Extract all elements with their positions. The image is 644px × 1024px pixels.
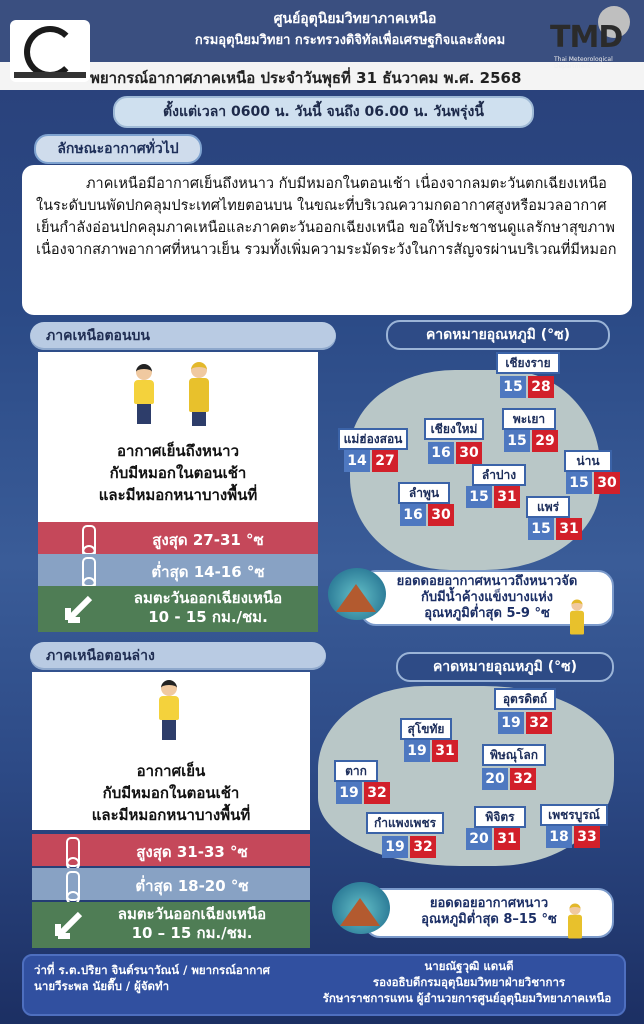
producer-credit: นายวีระพล นัยตื๊บ / ผู้จัดทำ bbox=[34, 979, 170, 993]
wind-direction-icon bbox=[58, 590, 98, 630]
lower-wind-line2: 10 – 15 กม./ชม. bbox=[131, 924, 253, 942]
winter-person-icon bbox=[567, 904, 582, 939]
winter-person-icon bbox=[569, 600, 584, 635]
thermometer-hot-icon bbox=[82, 525, 96, 555]
timeframe-text: ตั้งแต่เวลา 0600 น. วันนี้ จนถึง 06.00 น. วันพรุ่งนี้ bbox=[163, 104, 484, 120]
upper-map-header: คาดหมายอุณหภูมิ (°ซ) bbox=[386, 320, 610, 350]
mountain-icon bbox=[332, 882, 390, 934]
thermometer-cold-icon bbox=[66, 871, 80, 901]
thermometer-hot-icon bbox=[66, 837, 80, 867]
person-icon bbox=[158, 680, 180, 740]
upper-mountain-note: ยอดดอยอากาศหนาวถึงหนาวจัด กับมีน้ำค้างแข็งบางแห่ง อุณหภูมิต่ำสุด 5-9 °ซ bbox=[360, 570, 614, 626]
center-name: ศูนย์อุตุนิยมวิทยาภาคเหนือ bbox=[273, 11, 437, 27]
upper-desc-line1: อากาศเย็นถึงหนาว bbox=[116, 442, 240, 460]
upper-max-band bbox=[38, 522, 318, 554]
lower-max-text: สูงสุด 31-33 °ซ bbox=[136, 843, 248, 861]
tmd-logo: TMD Thai Meteorological Department bbox=[548, 6, 634, 68]
general-description bbox=[22, 165, 632, 315]
upper-desc-line2: กับมีหมอกในตอนเช้า bbox=[109, 464, 247, 482]
lower-map-header: คาดหมายอุณหภูมิ (°ซ) bbox=[396, 652, 614, 682]
timeframe-banner bbox=[113, 96, 534, 128]
upper-min-text: ต่ำสุด 14-16 °ซ bbox=[151, 563, 265, 581]
general-text: ภาคเหนือมีอากาศเย็นถึงหนาว กับมีหมอกในตอนเช้า เนื่องจากลมตะวันตกเฉียงเหนือในระดับบนพัดปกคลุมประเทศไทยตอนบน ในขณะที่บริเวณความกดอากาศสูงหรือมวลอากาศเย็นกำลังอ่อนปกคลุมภาคเหนือและภาคตะวันออกเฉียงเหนือ ขอให้ประชาชนดูแลรักษาสุขภาพเนื่องจากสภาพอากาศที่หนาวเย็น รวมทั้งเพิ่มความระมัดระวังในการสัญจรผ่านบริเวณที่มีหมอก bbox=[36, 176, 617, 258]
mountain-icon bbox=[328, 568, 386, 620]
winter-person-icon bbox=[188, 362, 210, 426]
lower-min-text: ต่ำสุด 18-20 °ซ bbox=[135, 877, 249, 895]
director-name: นายณัฐวุฒิ แดนดี bbox=[424, 959, 514, 973]
director-title: รองอธิบดีกรมอุตุนิยมวิทยาฝ่ายวิชาการ bbox=[372, 975, 566, 989]
lower-min-band bbox=[32, 868, 310, 900]
ministry-logo bbox=[10, 20, 90, 82]
lower-mountain-note: ยอดดอยอากาศหนาว อุณหภูมิต่ำสุด 8–15 °ซ bbox=[364, 888, 614, 938]
lower-summary-panel bbox=[32, 672, 310, 830]
lower-north-header: ภาคเหนือตอนล่าง bbox=[30, 642, 326, 670]
lower-wind-line1: ลมตะวันออกเฉียงเหนือ bbox=[117, 905, 267, 923]
lower-wind-band bbox=[32, 902, 310, 948]
general-label: ลักษณะอากาศทั่วไป bbox=[34, 134, 202, 164]
lower-desc-line2: กับมีหมอกในตอนเช้า bbox=[102, 784, 240, 802]
lower-max-band bbox=[32, 834, 310, 866]
upper-north-header: ภาคเหนือตอนบน bbox=[30, 322, 336, 350]
department-name: กรมอุตุนิยมวิทยา กระทรวงดิจิทัลเพื่อเศรษฐกิจและสังคม bbox=[194, 33, 506, 48]
upper-wind-band bbox=[38, 586, 318, 632]
lower-desc-line1: อากาศเย็น bbox=[136, 762, 206, 780]
person-icon bbox=[133, 364, 155, 424]
upper-min-band bbox=[38, 554, 318, 586]
upper-summary-panel bbox=[38, 352, 318, 522]
thermometer-cold-icon bbox=[82, 557, 96, 587]
upper-max-text: สูงสุด 27-31 °ซ bbox=[152, 531, 264, 549]
footer-credits bbox=[22, 954, 626, 1016]
upper-desc-line3: และมีหมอกหนาบางพื้นที่ bbox=[98, 486, 258, 504]
director-role: รักษาราชการแทน ผู้อำนวยการศูนย์อุตุนิยมวิทยาภาคเหนือ bbox=[322, 991, 612, 1005]
forecaster-credit: ว่าที่ ร.ต.ปริยา จินต์รนาวัณน์ / พยากรณ์อากาศ bbox=[34, 963, 270, 977]
forecast-title: พยากรณ์อากาศภาคเหนือ ประจำวันพุธที่ 31 ธันวาคม พ.ศ. 2568 bbox=[90, 69, 522, 87]
upper-wind-line1: ลมตะวันออกเฉียงเหนือ bbox=[133, 589, 283, 607]
upper-wind-line2: 10 - 15 กม./ชม. bbox=[148, 608, 268, 626]
lower-desc-line3: และมีหมอกหนาบางพื้นที่ bbox=[91, 806, 251, 824]
